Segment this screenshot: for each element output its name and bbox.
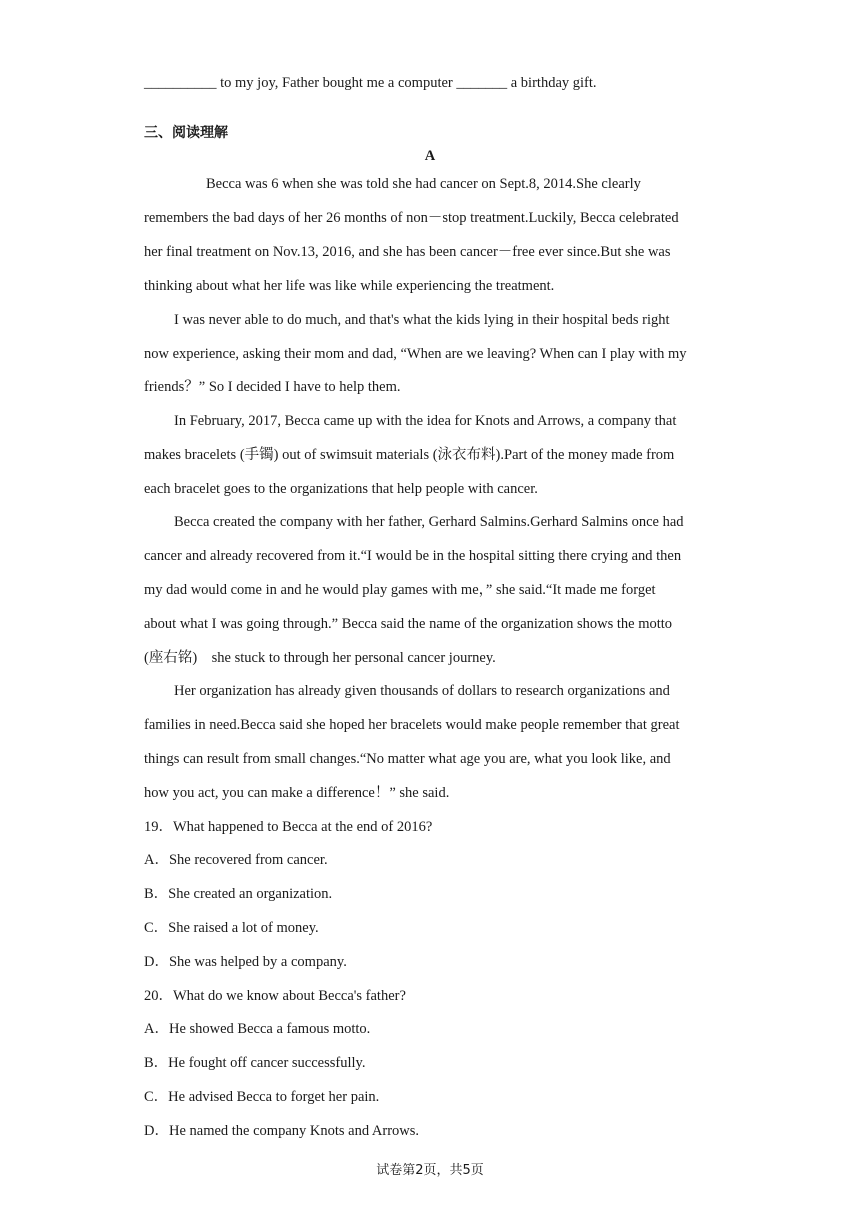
passage-label: A [424, 148, 436, 164]
passage-line: thinking about what her life was like while experiencing the treatment. [144, 278, 555, 294]
passage-line: now experience, asking their mom and dad, “When are we leaving? When can I play with my [144, 346, 687, 362]
passage-line: Her organization has already given thousands of dollars to research organizations and [174, 683, 670, 699]
passage-line: Becca created the company with her father, Gerhard Salmins.Gerhard Salmins once had [174, 514, 684, 530]
passage-line: each bracelet goes to the organizations that help people with cancer. [144, 481, 538, 497]
answer-option-b[interactable]: B．He fought off cancer successfully. [144, 1055, 366, 1071]
passage-line: makes bracelets (手镯) out of swimsuit materials (泳衣布料).Part of the money made from [144, 447, 675, 463]
passage-line: how you act, you can make a difference！” she said. [144, 785, 450, 801]
passage-line: cancer and already recovered from it.“I would be in the hospital sitting there crying and then [144, 548, 682, 564]
page-footer: 试卷第2页，共5页 [376, 1163, 484, 1178]
answer-option-b[interactable]: B．She created an organization. [144, 886, 333, 902]
answer-option-a[interactable]: A．He showed Becca a famous motto. [144, 1021, 371, 1037]
passage-line: families in need.Becca said she hoped her bracelets would make people remember that great [144, 717, 680, 733]
passage-line: her final treatment on Nov.13, 2016, and she has been cancer－free ever since.But she was [144, 244, 671, 260]
answer-option-d[interactable]: D．She was helped by a company. [144, 954, 347, 970]
question-stem: 20．What do we know about Becca's father? [144, 988, 406, 1004]
section-heading: 三、阅读理解 [144, 125, 228, 141]
passage-line: about what I was going through.” Becca said the name of the organization shows the motto [144, 616, 673, 632]
question-stem: 19．What happened to Becca at the end of 2016? [144, 819, 433, 835]
passage-line: friends？” So I decided I have to help them. [144, 379, 401, 395]
passage-line: things can result from small changes.“No matter what age you are, what you look like, and [144, 751, 671, 767]
answer-option-a[interactable]: A．She recovered from cancer. [144, 852, 328, 868]
passage-line: I was never able to do much, and that's what the kids lying in their hospital beds right [174, 312, 670, 328]
passage-line: remembers the bad days of her 26 months of non－stop treatment.Luckily, Becca celebrated [144, 210, 679, 226]
previous-question-sentence: __________ to my joy, Father bought me a computer _______ a birthday gift. [144, 75, 597, 91]
passage-line: In February, 2017, Becca came up with the idea for Knots and Arrows, a company that [174, 413, 677, 429]
answer-option-c[interactable]: C．She raised a lot of money. [144, 920, 319, 936]
answer-option-c[interactable]: C．He advised Becca to forget her pain. [144, 1089, 380, 1105]
answer-option-d[interactable]: D．He named the company Knots and Arrows. [144, 1123, 420, 1139]
passage-line: (座右铭) she stuck to through her personal cancer journey. [144, 650, 496, 666]
passage-line: my dad would come in and he would play games with me，” she said.“It made me forget [144, 582, 656, 598]
passage-line: Becca was 6 when she was told she had cancer on Sept.8, 2014.She clearly [206, 176, 641, 192]
